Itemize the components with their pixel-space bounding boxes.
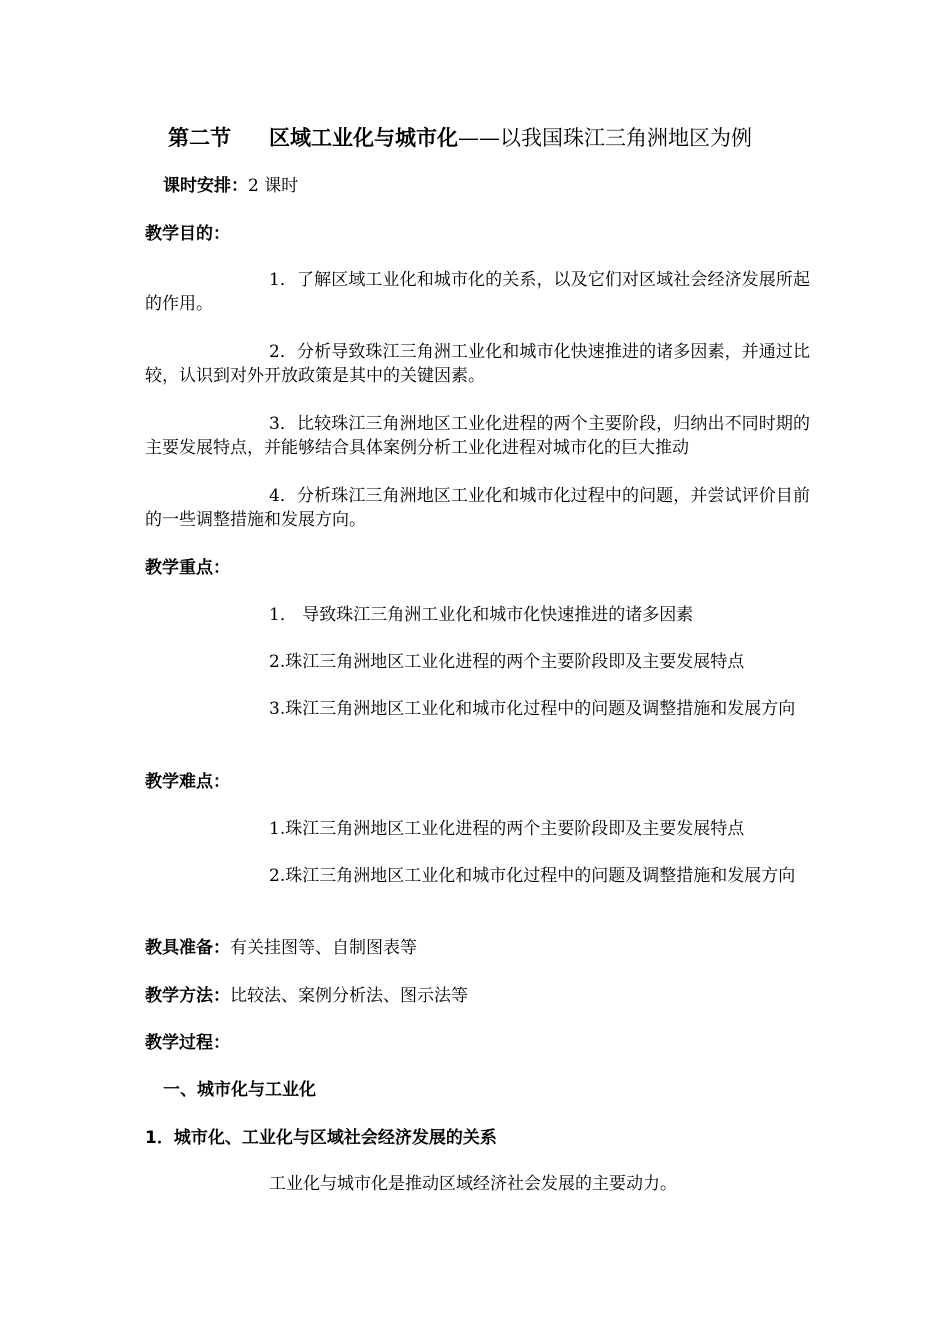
difficulty-item-2: 2.珠江三角洲地区工业化和城市化过程中的问题及调整措施和发展方向 <box>269 866 796 886</box>
objective-item-3: 3．比较珠江三角洲地区工业化进程的两个主要阶段，归纳出不同时期的主要发展特点，并能够结合具体案例分析工业化进程对城市化的巨大推动 <box>145 414 810 458</box>
paragraph-1: 工业化与城市化是推动区域经济社会发展的主要动力。 <box>269 1174 677 1194</box>
schedule-label: 课时安排： <box>163 176 248 196</box>
tools-label: 教具准备： <box>145 938 230 958</box>
page-title <box>168 124 752 152</box>
key-point-item-2: 2.珠江三角洲地区工业化进程的两个主要阶段即及主要发展特点 <box>269 652 745 672</box>
schedule-line <box>163 174 828 198</box>
key-point-item-1: 1． 导致珠江三角洲工业化和城市化快速推进的诸多因素 <box>269 605 694 625</box>
tools-line <box>145 936 810 960</box>
key-point-item-3: 3.珠江三角洲地区工业化和城市化过程中的问题及调整措施和发展方向 <box>269 699 796 719</box>
difficulties-heading: 教学难点： <box>145 772 230 792</box>
tools-value: 有关挂图等、自制图表等 <box>230 938 417 958</box>
objectives-heading: 教学目的： <box>145 224 230 244</box>
title-section: 第二节 <box>168 126 231 150</box>
subsection-heading-1: 1．城市化、工业化与区域社会经济发展的关系 <box>145 1128 497 1148</box>
methods-label: 教学方法： <box>145 986 230 1006</box>
objective-item-2: 2．分析导致珠江三角洲工业化和城市化快速推进的诸多因素，并通过比较，认识到对外开放政策是其中的关键因素。 <box>145 342 810 386</box>
difficulty-item-1: 1.珠江三角洲地区工业化进程的两个主要阶段即及主要发展特点 <box>269 819 745 839</box>
schedule-value: 2 课时 <box>248 176 299 196</box>
methods-line <box>145 984 810 1008</box>
title-main: 区域工业化与城市化 <box>269 126 458 150</box>
title-subtitle: ——以我国珠江三角洲地区为例 <box>458 126 752 150</box>
methods-value: 比较法、案例分析法、图示法等 <box>230 986 468 1006</box>
process-heading: 教学过程： <box>145 1033 230 1053</box>
section-heading-1: 一、城市化与工业化 <box>163 1080 316 1100</box>
objective-item-4: 4．分析珠江三角洲地区工业化和城市化过程中的问题，并尝试评价目前的一些调整措施和发展方向。 <box>145 486 810 530</box>
objective-item-1: 1．了解区域工业化和城市化的关系，以及它们对区域社会经济发展所起的作用。 <box>145 270 810 314</box>
key-points-heading: 教学重点： <box>145 558 230 578</box>
